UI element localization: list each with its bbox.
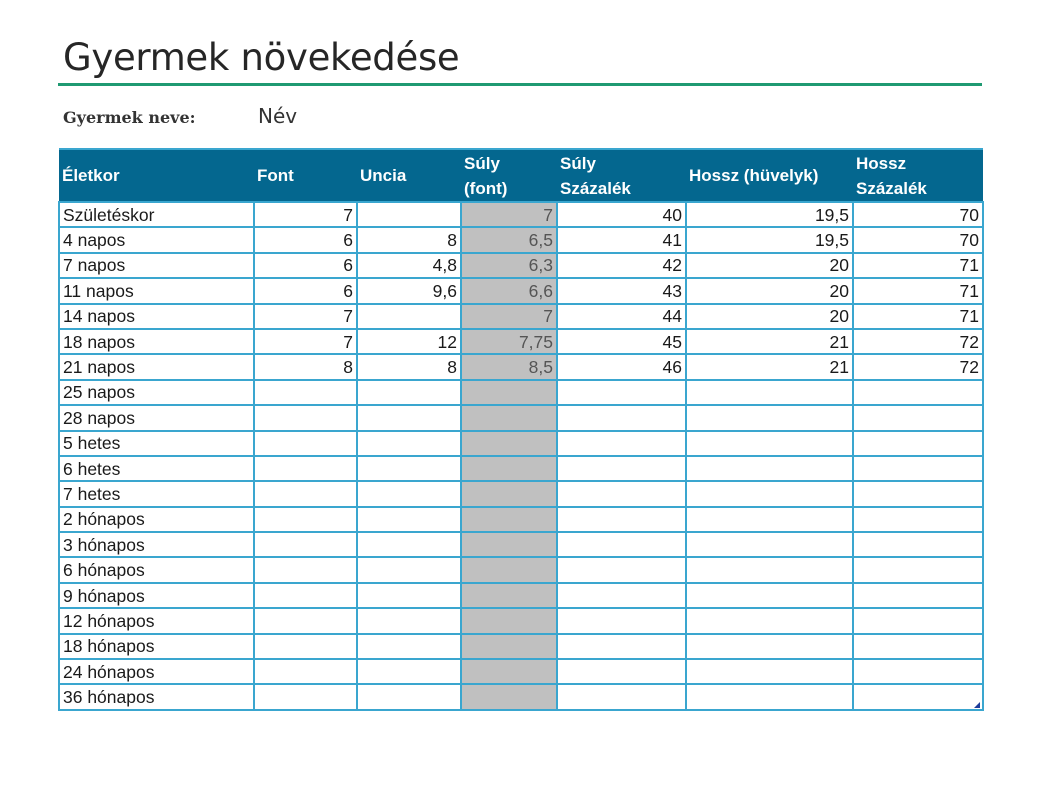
table-row [59, 227, 983, 252]
cell-length-in[interactable]: 21 [686, 354, 853, 379]
cell-ounces[interactable]: 4,8 [357, 253, 461, 278]
cell-pounds[interactable] [254, 380, 357, 405]
cell-length-pct[interactable]: 71 [853, 278, 983, 303]
cell-weight-lb[interactable] [461, 380, 557, 405]
table-row [59, 278, 983, 303]
cell-age[interactable]: 12 hónapos [59, 608, 254, 633]
cell-weight-lb[interactable]: 7,75 [461, 329, 557, 354]
cell-weight-pct[interactable] [557, 557, 686, 582]
cell-pounds[interactable]: 7 [254, 304, 357, 329]
table-body [59, 202, 983, 710]
cell-weight-pct[interactable] [557, 659, 686, 684]
header-line-1: Súly [464, 153, 500, 173]
cell-age[interactable]: 9 hónapos [59, 583, 254, 608]
cell-pounds[interactable]: 6 [254, 278, 357, 303]
cell-weight-lb[interactable]: 7 [461, 202, 557, 227]
child-name-field[interactable]: Név [258, 104, 298, 128]
cell-age[interactable]: 36 hónapos [59, 684, 254, 709]
table-resize-handle[interactable] [974, 702, 980, 708]
cell-weight-lb[interactable] [461, 583, 557, 608]
cell-length-pct[interactable] [853, 481, 983, 506]
cell-length-pct[interactable]: 70 [853, 202, 983, 227]
page-title: Gyermek növekedése [63, 36, 460, 79]
cell-weight-pct[interactable]: 42 [557, 253, 686, 278]
column-header-age[interactable] [59, 149, 254, 202]
cell-length-pct[interactable]: 72 [853, 329, 983, 354]
cell-length-in[interactable]: 19,5 [686, 227, 853, 252]
cell-length-pct[interactable] [853, 684, 983, 709]
cell-weight-lb[interactable] [461, 634, 557, 659]
cell-ounces[interactable] [357, 532, 461, 557]
cell-weight-lb[interactable] [461, 405, 557, 430]
cell-weight-lb[interactable] [461, 557, 557, 582]
cell-ounces[interactable] [357, 557, 461, 582]
cell-pounds[interactable]: 7 [254, 202, 357, 227]
cell-length-pct[interactable]: 72 [853, 354, 983, 379]
cell-weight-lb[interactable] [461, 684, 557, 709]
header-line-1: Súly [560, 153, 596, 173]
cell-age[interactable]: 28 napos [59, 405, 254, 430]
cell-weight-pct[interactable]: 43 [557, 278, 686, 303]
cell-length-in[interactable] [686, 634, 853, 659]
cell-ounces[interactable] [357, 405, 461, 430]
table-header-row [59, 149, 983, 202]
table-row [59, 634, 983, 659]
cell-length-in[interactable] [686, 405, 853, 430]
cell-weight-pct[interactable] [557, 583, 686, 608]
cell-weight-pct[interactable] [557, 405, 686, 430]
header-line-2: (font) [464, 178, 508, 198]
cell-ounces[interactable] [357, 380, 461, 405]
cell-weight-pct[interactable] [557, 532, 686, 557]
growth-table [58, 148, 984, 711]
cell-pounds[interactable] [254, 659, 357, 684]
cell-pounds[interactable]: 7 [254, 329, 357, 354]
cell-length-pct[interactable] [853, 532, 983, 557]
cell-weight-pct[interactable] [557, 431, 686, 456]
cell-length-pct[interactable] [853, 456, 983, 481]
cell-length-pct[interactable] [853, 634, 983, 659]
cell-ounces[interactable] [357, 456, 461, 481]
table-row [59, 659, 983, 684]
header-line-1: Életkor [62, 166, 120, 185]
cell-weight-pct[interactable]: 40 [557, 202, 686, 227]
table-row [59, 380, 983, 405]
cell-pounds[interactable] [254, 583, 357, 608]
cell-weight-pct[interactable]: 44 [557, 304, 686, 329]
cell-pounds[interactable] [254, 684, 357, 709]
title-underline [58, 83, 982, 86]
cell-length-pct[interactable] [853, 431, 983, 456]
cell-length-pct[interactable]: 70 [853, 227, 983, 252]
column-header-length-percentile[interactable] [853, 149, 983, 202]
table-row [59, 532, 983, 557]
table-row [59, 557, 983, 582]
cell-weight-pct[interactable] [557, 481, 686, 506]
cell-length-pct[interactable] [853, 583, 983, 608]
header-line-1: Hossz (hüvelyk) [689, 166, 819, 185]
cell-pounds[interactable] [254, 507, 357, 532]
cell-age[interactable]: 25 napos [59, 380, 254, 405]
cell-length-in[interactable] [686, 431, 853, 456]
cell-weight-lb[interactable] [461, 608, 557, 633]
cell-weight-pct[interactable] [557, 634, 686, 659]
cell-age[interactable]: 6 hetes [59, 456, 254, 481]
cell-length-in[interactable] [686, 608, 853, 633]
cell-length-pct[interactable] [853, 507, 983, 532]
cell-length-in[interactable] [686, 380, 853, 405]
table-row [59, 202, 983, 227]
cell-age[interactable]: Születéskor [59, 202, 254, 227]
cell-length-in[interactable]: 20 [686, 304, 853, 329]
cell-length-in[interactable] [686, 583, 853, 608]
cell-ounces[interactable]: 8 [357, 227, 461, 252]
table-row [59, 456, 983, 481]
cell-length-in[interactable]: 20 [686, 278, 853, 303]
cell-length-in[interactable] [686, 684, 853, 709]
cell-length-pct[interactable]: 71 [853, 304, 983, 329]
cell-length-pct[interactable]: 71 [853, 253, 983, 278]
cell-length-in[interactable]: 19,5 [686, 202, 853, 227]
cell-age[interactable]: 7 napos [59, 253, 254, 278]
column-header-ounces[interactable] [357, 149, 461, 202]
cell-ounces[interactable] [357, 684, 461, 709]
cell-weight-pct[interactable] [557, 507, 686, 532]
cell-age[interactable]: 24 hónapos [59, 659, 254, 684]
cell-weight-pct[interactable] [557, 608, 686, 633]
column-header-weight-lb[interactable] [461, 149, 557, 202]
cell-weight-pct[interactable] [557, 684, 686, 709]
cell-length-pct[interactable] [853, 608, 983, 633]
cell-pounds[interactable] [254, 431, 357, 456]
cell-pounds[interactable] [254, 481, 357, 506]
cell-weight-lb[interactable] [461, 532, 557, 557]
cell-weight-lb[interactable] [461, 481, 557, 506]
cell-length-in[interactable]: 20 [686, 253, 853, 278]
cell-pounds[interactable] [254, 405, 357, 430]
cell-age[interactable]: 7 hetes [59, 481, 254, 506]
table-row [59, 431, 983, 456]
cell-ounces[interactable] [357, 507, 461, 532]
table-row [59, 354, 983, 379]
column-header-pounds[interactable] [254, 149, 357, 202]
cell-length-in[interactable] [686, 557, 853, 582]
cell-weight-pct[interactable]: 45 [557, 329, 686, 354]
cell-length-pct[interactable] [853, 405, 983, 430]
cell-length-in[interactable]: 21 [686, 329, 853, 354]
cell-age[interactable]: 4 napos [59, 227, 254, 252]
cell-weight-pct[interactable] [557, 456, 686, 481]
cell-weight-lb[interactable]: 6,6 [461, 278, 557, 303]
cell-ounces[interactable] [357, 481, 461, 506]
table-row [59, 583, 983, 608]
cell-weight-lb[interactable] [461, 659, 557, 684]
cell-age[interactable]: 18 napos [59, 329, 254, 354]
table-row [59, 684, 983, 709]
cell-weight-lb[interactable] [461, 431, 557, 456]
cell-pounds[interactable] [254, 557, 357, 582]
cell-age[interactable]: 21 napos [59, 354, 254, 379]
cell-pounds[interactable]: 6 [254, 227, 357, 252]
cell-weight-lb[interactable] [461, 507, 557, 532]
table-row [59, 329, 983, 354]
cell-ounces[interactable] [357, 304, 461, 329]
cell-length-pct[interactable] [853, 659, 983, 684]
header-line-1: Hossz [856, 153, 907, 173]
cell-length-in[interactable] [686, 532, 853, 557]
cell-age[interactable]: 18 hónapos [59, 634, 254, 659]
cell-ounces[interactable] [357, 202, 461, 227]
cell-age[interactable]: 3 hónapos [59, 532, 254, 557]
header-line-2: Százalék [856, 178, 927, 198]
cell-weight-pct[interactable] [557, 380, 686, 405]
cell-weight-pct[interactable]: 41 [557, 227, 686, 252]
cell-length-in[interactable] [686, 659, 853, 684]
header-line-2: Százalék [560, 178, 631, 198]
cell-length-pct[interactable] [853, 380, 983, 405]
cell-pounds[interactable] [254, 456, 357, 481]
cell-weight-lb[interactable] [461, 456, 557, 481]
cell-length-pct[interactable] [853, 557, 983, 582]
table-row [59, 304, 983, 329]
cell-ounces[interactable] [357, 659, 461, 684]
header-line-1: Font [257, 166, 294, 185]
cell-weight-lb[interactable]: 6,3 [461, 253, 557, 278]
cell-ounces[interactable]: 9,6 [357, 278, 461, 303]
table-row [59, 253, 983, 278]
cell-age[interactable]: 14 napos [59, 304, 254, 329]
column-header-weight-percentile[interactable] [557, 149, 686, 202]
table-row [59, 481, 983, 506]
cell-weight-lb[interactable]: 7 [461, 304, 557, 329]
cell-weight-lb[interactable]: 6,5 [461, 227, 557, 252]
cell-pounds[interactable] [254, 608, 357, 633]
table-row [59, 507, 983, 532]
header-line-1: Uncia [360, 166, 407, 185]
cell-ounces[interactable]: 8 [357, 354, 461, 379]
cell-length-in[interactable] [686, 456, 853, 481]
cell-age[interactable]: 11 napos [59, 278, 254, 303]
cell-ounces[interactable] [357, 634, 461, 659]
cell-ounces[interactable] [357, 431, 461, 456]
cell-age[interactable]: 6 hónapos [59, 557, 254, 582]
cell-pounds[interactable]: 8 [254, 354, 357, 379]
cell-age[interactable]: 2 hónapos [59, 507, 254, 532]
table-row [59, 608, 983, 633]
cell-pounds[interactable]: 6 [254, 253, 357, 278]
cell-weight-pct[interactable]: 46 [557, 354, 686, 379]
cell-length-in[interactable] [686, 507, 853, 532]
child-name-label: Gyermek neve: [63, 108, 196, 127]
cell-ounces[interactable]: 12 [357, 329, 461, 354]
cell-pounds[interactable] [254, 532, 357, 557]
cell-age[interactable]: 5 hetes [59, 431, 254, 456]
column-header-length-in[interactable] [686, 149, 853, 202]
cell-ounces[interactable] [357, 608, 461, 633]
cell-length-in[interactable] [686, 481, 853, 506]
cell-ounces[interactable] [357, 583, 461, 608]
cell-weight-lb[interactable]: 8,5 [461, 354, 557, 379]
table-row [59, 405, 983, 430]
cell-pounds[interactable] [254, 634, 357, 659]
